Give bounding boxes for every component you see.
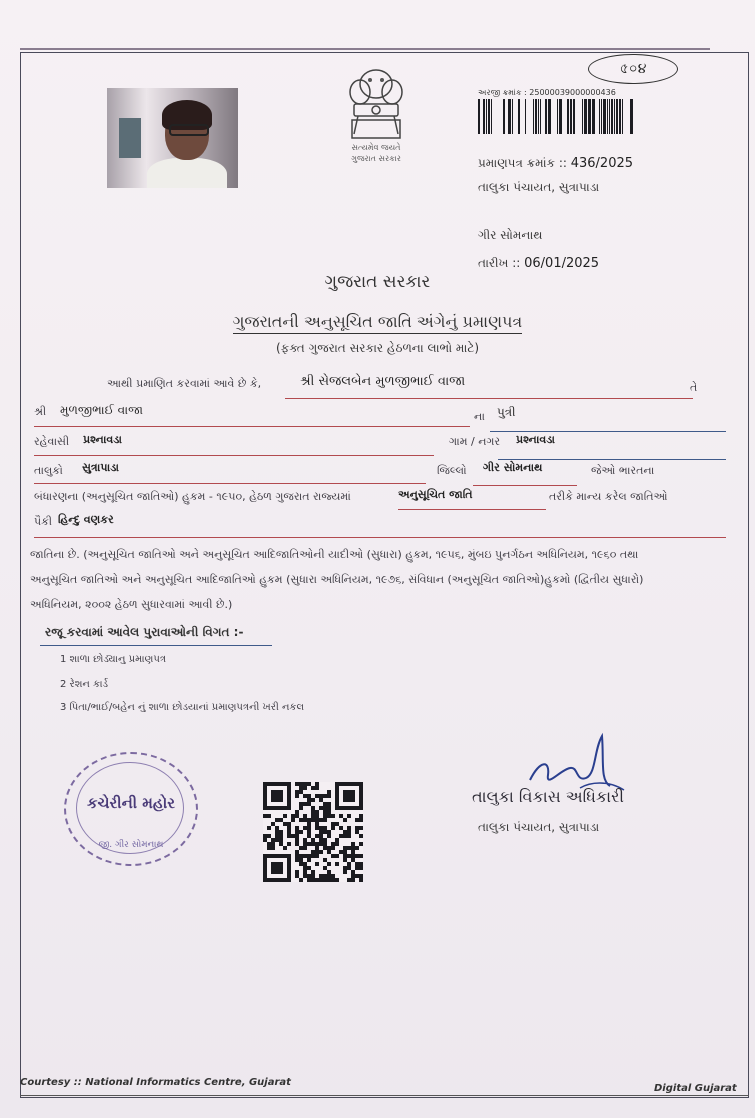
certificate-title	[0, 312, 755, 332]
certificate-number: 436/2025	[570, 156, 634, 171]
taluka-name: સુત્રાપાડા	[82, 461, 119, 474]
issuing-office: તાલુકા પંચાયત, સુત્રાપાડા	[478, 180, 600, 194]
of-text: પૈકી	[34, 515, 53, 528]
certificate-note: (ફક્ત ગુજરાત સરકાર હેઠળના લાભો માટે)	[275, 341, 480, 355]
shri-text: શ્રી	[34, 405, 47, 418]
holder-name: શ્રી સેજલબેન મુળજીભાઈ વાજા	[300, 374, 466, 389]
category-underline	[398, 509, 546, 510]
evidence-underline	[40, 645, 272, 646]
village-underline	[498, 459, 726, 460]
relation: પુત્રી	[497, 405, 516, 419]
evidence-item: 2 રેશન કાર્ડ	[60, 679, 109, 690]
relation-underline	[490, 431, 726, 432]
village-name: પ્રશ્નાવડા	[516, 433, 555, 446]
district-name: ગીર સોમનાથ	[483, 461, 543, 474]
certificate-number-row	[478, 156, 633, 171]
applicant-photo	[107, 88, 238, 188]
caste-underline	[34, 537, 726, 538]
district-underline	[473, 485, 577, 486]
resident-underline	[34, 455, 434, 456]
category: અનુસૂચિત જાતિ	[398, 488, 473, 501]
legal-paragraph	[30, 542, 730, 617]
office-seal	[64, 752, 198, 866]
name-underline	[285, 398, 693, 399]
certificate-title-text: ગુજરાતની અનુસૂચિત જાતિ અંગેનું પ્રમાણપત્ર	[233, 312, 523, 334]
issuing-district: ગીર સોમનાથ	[478, 228, 543, 242]
te-text: તે	[690, 381, 698, 394]
recognized-text: તરીકે માન્ય કરેલ જાતિઓ	[549, 490, 668, 503]
district-label: જિલ્લો	[437, 464, 467, 477]
issue-date-label: તારીખ ::	[478, 256, 521, 270]
emblem-caption	[320, 142, 432, 164]
signatory-title: તાલુકા વિકાસ અધિકારી	[472, 787, 624, 806]
father-underline	[34, 426, 470, 427]
issue-date: 06/01/2025	[524, 256, 600, 271]
village-label: ગામ / નગર	[449, 435, 501, 448]
handwritten-serial: ৫০૪	[588, 54, 678, 84]
taluka-underline	[34, 483, 426, 484]
taluka-label: તાલુકો	[34, 464, 63, 477]
legal-line-1: જાતિના છે. (અનુસૂચિત જાતિઓ અને અનુસૂચિત આદિજાતિઓની યાદીઓ (સુધારા) હુકમ, ૧૯૫૬, મુંબઇ પુનર્ગઠન અધિનિયમ, ૧૯૬૦ તથા	[30, 548, 639, 561]
caste-name: હિન્દુ વણકર	[58, 513, 114, 526]
india-text: જેઓ ભારતના	[591, 464, 655, 477]
seal-text: કચેરીની મહોર	[86, 794, 176, 812]
constitution-text: બંધારણના (અનુસૂચિત જાતિઓ) હુકમ - ૧૯૫૦, હેઠળ ગુજરાત રાજ્યમાં	[34, 490, 351, 503]
intro-text: આથી પ્રમાણિત કરવામાં આવે છે કે,	[107, 377, 262, 390]
signatory-office: તાલુકા પંચાયત, સુત્રાપાડા	[478, 820, 600, 834]
government-title: ગુજરાત સરકાર	[324, 272, 431, 292]
resident-place: પ્રશ્નાવડા	[83, 433, 122, 446]
legal-line-2: અનુસૂચિત જાતિઓ અને અનુસૂચિત આદિજાતિઓ હુકમ (સુધારા અધિનિયમ, ૧૯૭૬, સંવિધાન (અનુસૂચિત જાતિઓ)હુકમો (દ્વિતીય સુધારો)	[30, 573, 644, 586]
seal-bottom-text: જી. ગીર સોમનાથ	[98, 840, 164, 850]
evidence-item: 1 શાળા છોડ્યાનુ પ્રમાણપત્ર	[60, 654, 166, 665]
evidence-item: 3 પિતા/ભાઈ/બહેન નું શાળા છોડયાનાં પ્રમાણપત્રની ખરી નકલ	[60, 702, 305, 713]
footer-courtesy: Courtesy :: National Informatics Centre, Gujarat	[20, 1077, 291, 1088]
footer-brand: Digital Gujarat	[654, 1083, 737, 1094]
legal-line-3: અધિનિયમ, ૨૦૦૨ હેઠળ સુધારવામાં આવી છે.)	[30, 598, 233, 611]
emblem-gov-name: ગુજરાત સરકાર	[351, 154, 401, 163]
application-number: અરજી ક્રમાંક : 25000039000000436	[478, 88, 616, 97]
na-text: ના	[474, 410, 485, 423]
footer-rule	[20, 1095, 749, 1096]
father-name: મુળજીભાઈ વાજા	[60, 403, 143, 417]
resident-label: રહેવાસી	[34, 435, 70, 448]
top-rule	[20, 48, 710, 50]
certificate-number-label: પ્રમાણપત્ર ક્રમાંક ::	[478, 156, 567, 170]
emblem-motto: સત્યમેવ જયતે	[351, 143, 401, 152]
qr-code-icon	[263, 782, 363, 882]
issue-date-row	[478, 256, 599, 271]
evidence-title: રજૂ કરવામાં આવેલ પુરાવાઓની વિગત :-	[45, 625, 244, 639]
barcode-icon	[478, 99, 636, 134]
